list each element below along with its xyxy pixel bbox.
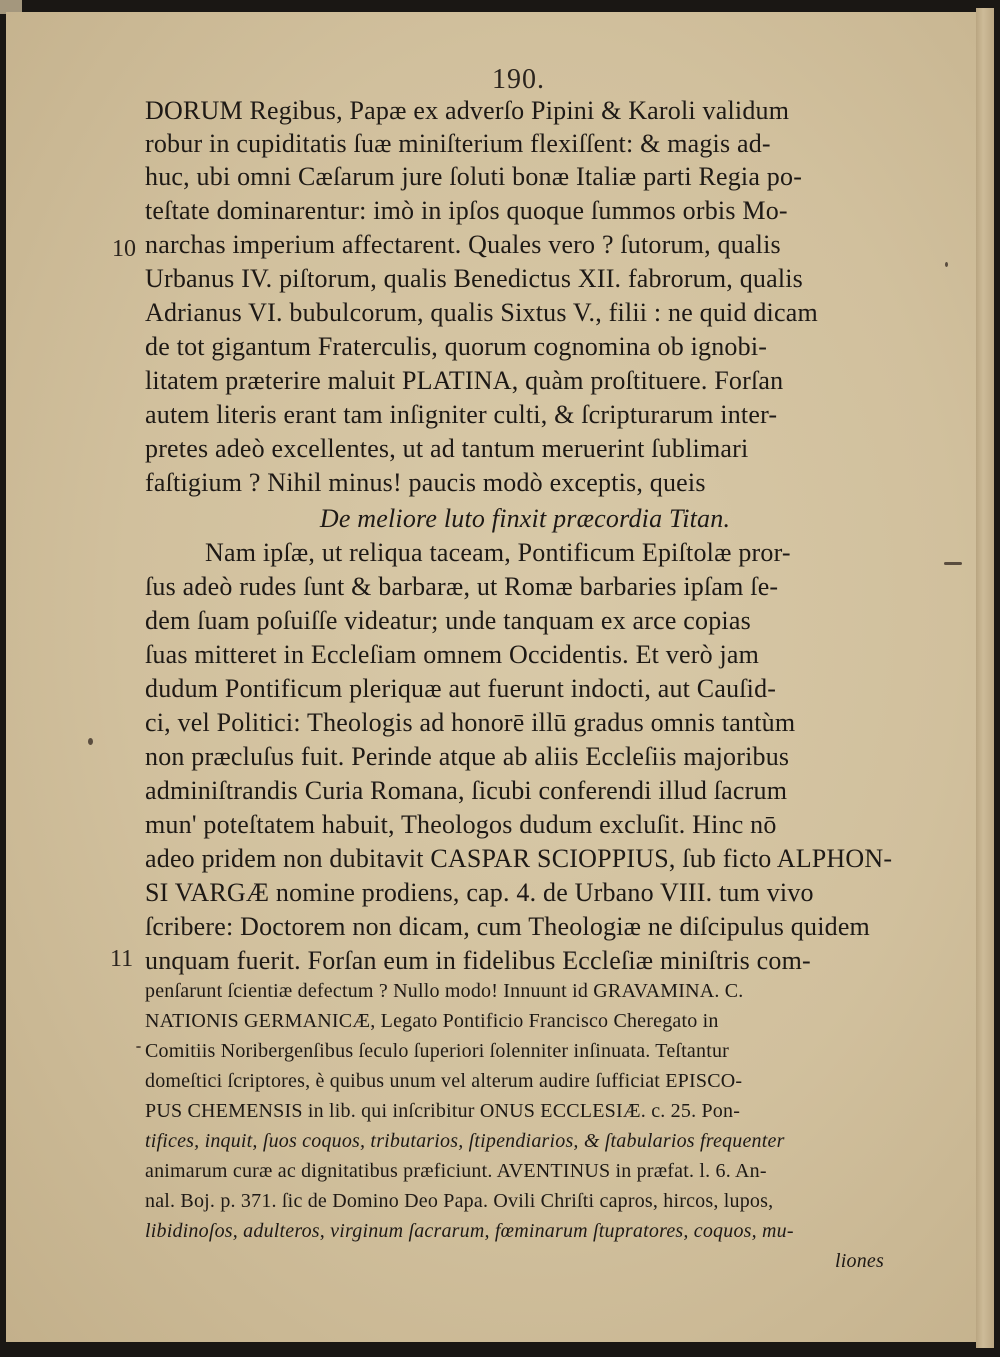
text-line: ci, vel Politici: Theologis ad honorē illū gradus omnis tantùm [145,708,796,737]
margin-line-number-10: 10 [112,236,136,262]
footnote-line: NATIONIS GERMANICÆ, Legato Pontificio Francisco Cheregato in [145,1010,719,1032]
text-line: litatem præterire maluit PLATINA, quàm proſtituere. Forſan [145,366,784,395]
text-line: DORUM Regibus, Papæ ex adverſo Pipini & Karoli validum [145,96,790,125]
text-line: pretes adeò excellentes, ut ad tantum meruerint ſublimari [145,434,749,463]
footnote-line: domeſtici ſcriptores, è quibus unum vel alterum audire ſufficiat EPISCO- [145,1070,743,1092]
verse-quote: De meliore luto finxit præcordia Titan. [319,504,731,533]
footnote-line: nal. Boj. p. 371. ſic de Domino Deo Papa. Ovili Chriſti capros, hircos, lupos, [145,1190,774,1212]
text-line: robur in cupiditatis ſuæ miniſterium flexiſſent: & magis ad- [145,129,771,158]
text-line: huc, ubi omni Cæſarum jure ſoluti bonæ Italiæ parti Regia po- [145,162,803,191]
paper-spot [88,738,93,745]
text-line: SI VARGÆ nomine prodiens, cap. 4. de Urbano VIII. tum vivo [145,878,814,907]
text-line: dudum Pontificum pleriquæ aut fuerunt indocti, aut Cauſid- [145,674,777,703]
catchword: liones [835,1250,884,1272]
paper-spot [945,262,948,267]
text-line: mun' poteſtatem habuit, Theologos dudum excluſit. Hinc nō [145,810,777,839]
text-line: de tot gigantum Fraterculis, quorum cognomina ob ignobi- [145,332,768,361]
text-line: ſuas mitteret in Eccleſiam omnem Occidentis. Et verò jam [145,640,760,669]
text-line: ſcribere: Doctorem non dicam, cum Theologiæ ne diſcipulus quidem [145,912,870,941]
footnote-line: PUS CHEMENSIS in lib. qui inſcribitur ONUS ECCLESIÆ. c. 25. Pon- [145,1100,741,1122]
text-line: narchas imperium affectarent. Quales vero ? ſutorum, qualis [145,230,781,259]
page-edge [976,8,994,1348]
text-line: non præcluſus fuit. Perinde atque ab aliis Eccleſiis majoribus [145,742,790,771]
footnote-line: animarum curæ ac dignitatibus præficiunt. AVENTINUS in præfat. l. 6. An- [145,1160,767,1182]
text-line: autem literis erant tam inſigniter culti, & ſcripturarum inter- [145,400,778,429]
text-line: adeo pridem non dubitavit CASPAR SCIOPPIUS, ſub ficto ALPHON- [145,844,893,873]
text-line: Urbanus IV. piſtorum, qualis Benedictus XII. fabrorum, qualis [145,264,803,293]
text-line: adminiſtrandis Curia Romana, ſicubi conferendi illud ſacrum [145,776,788,805]
text-line: Nam ipſæ, ut reliqua taceam, Pontificum Epiſtolæ pror- [205,538,791,567]
text-line: unquam fuerit. Forſan eum in fidelibus Eccleſiæ miniſtris com- [145,946,811,975]
footnote-line: Comitiis Noribergenſibus ſeculo ſuperiori ſolenniter inſinuata. Teſtantur [145,1040,730,1062]
footnote-line: penſarunt ſcientiæ defectum ? Nullo modo! Innuunt id GRAVAMINA. C. [145,980,744,1002]
margin-line-number-11: 11 [110,946,134,972]
paper-spot [136,1046,141,1048]
text-line: teſtate dominarentur: imò in ipſos quoque ſummos orbis Mo- [145,196,788,225]
footnote-line: libidinoſos, adulteros, virginum ſacrarum, fœminarum ſtupratores, coquos, mu- [145,1220,794,1242]
paper-mark [944,562,962,565]
page-number: 190. [492,64,545,95]
text-line: Adrianus VI. bubulcorum, qualis Sixtus V., filii : ne quid dicam [145,298,818,327]
footnote-line: tifices, inquit, ſuos coquos, tributarios, ſtipendiarios, & ſtabularios frequenter [145,1130,785,1152]
text-line: faſtigium ? Nihil minus! paucis modò exceptis, queis [145,468,706,497]
text-line: ſus adeò rudes ſunt & barbaræ, ut Romæ barbaries ipſam ſe- [145,572,779,601]
text-line: dem ſuam poſuiſſe videatur; unde tanquam ex arce copias [145,606,751,635]
